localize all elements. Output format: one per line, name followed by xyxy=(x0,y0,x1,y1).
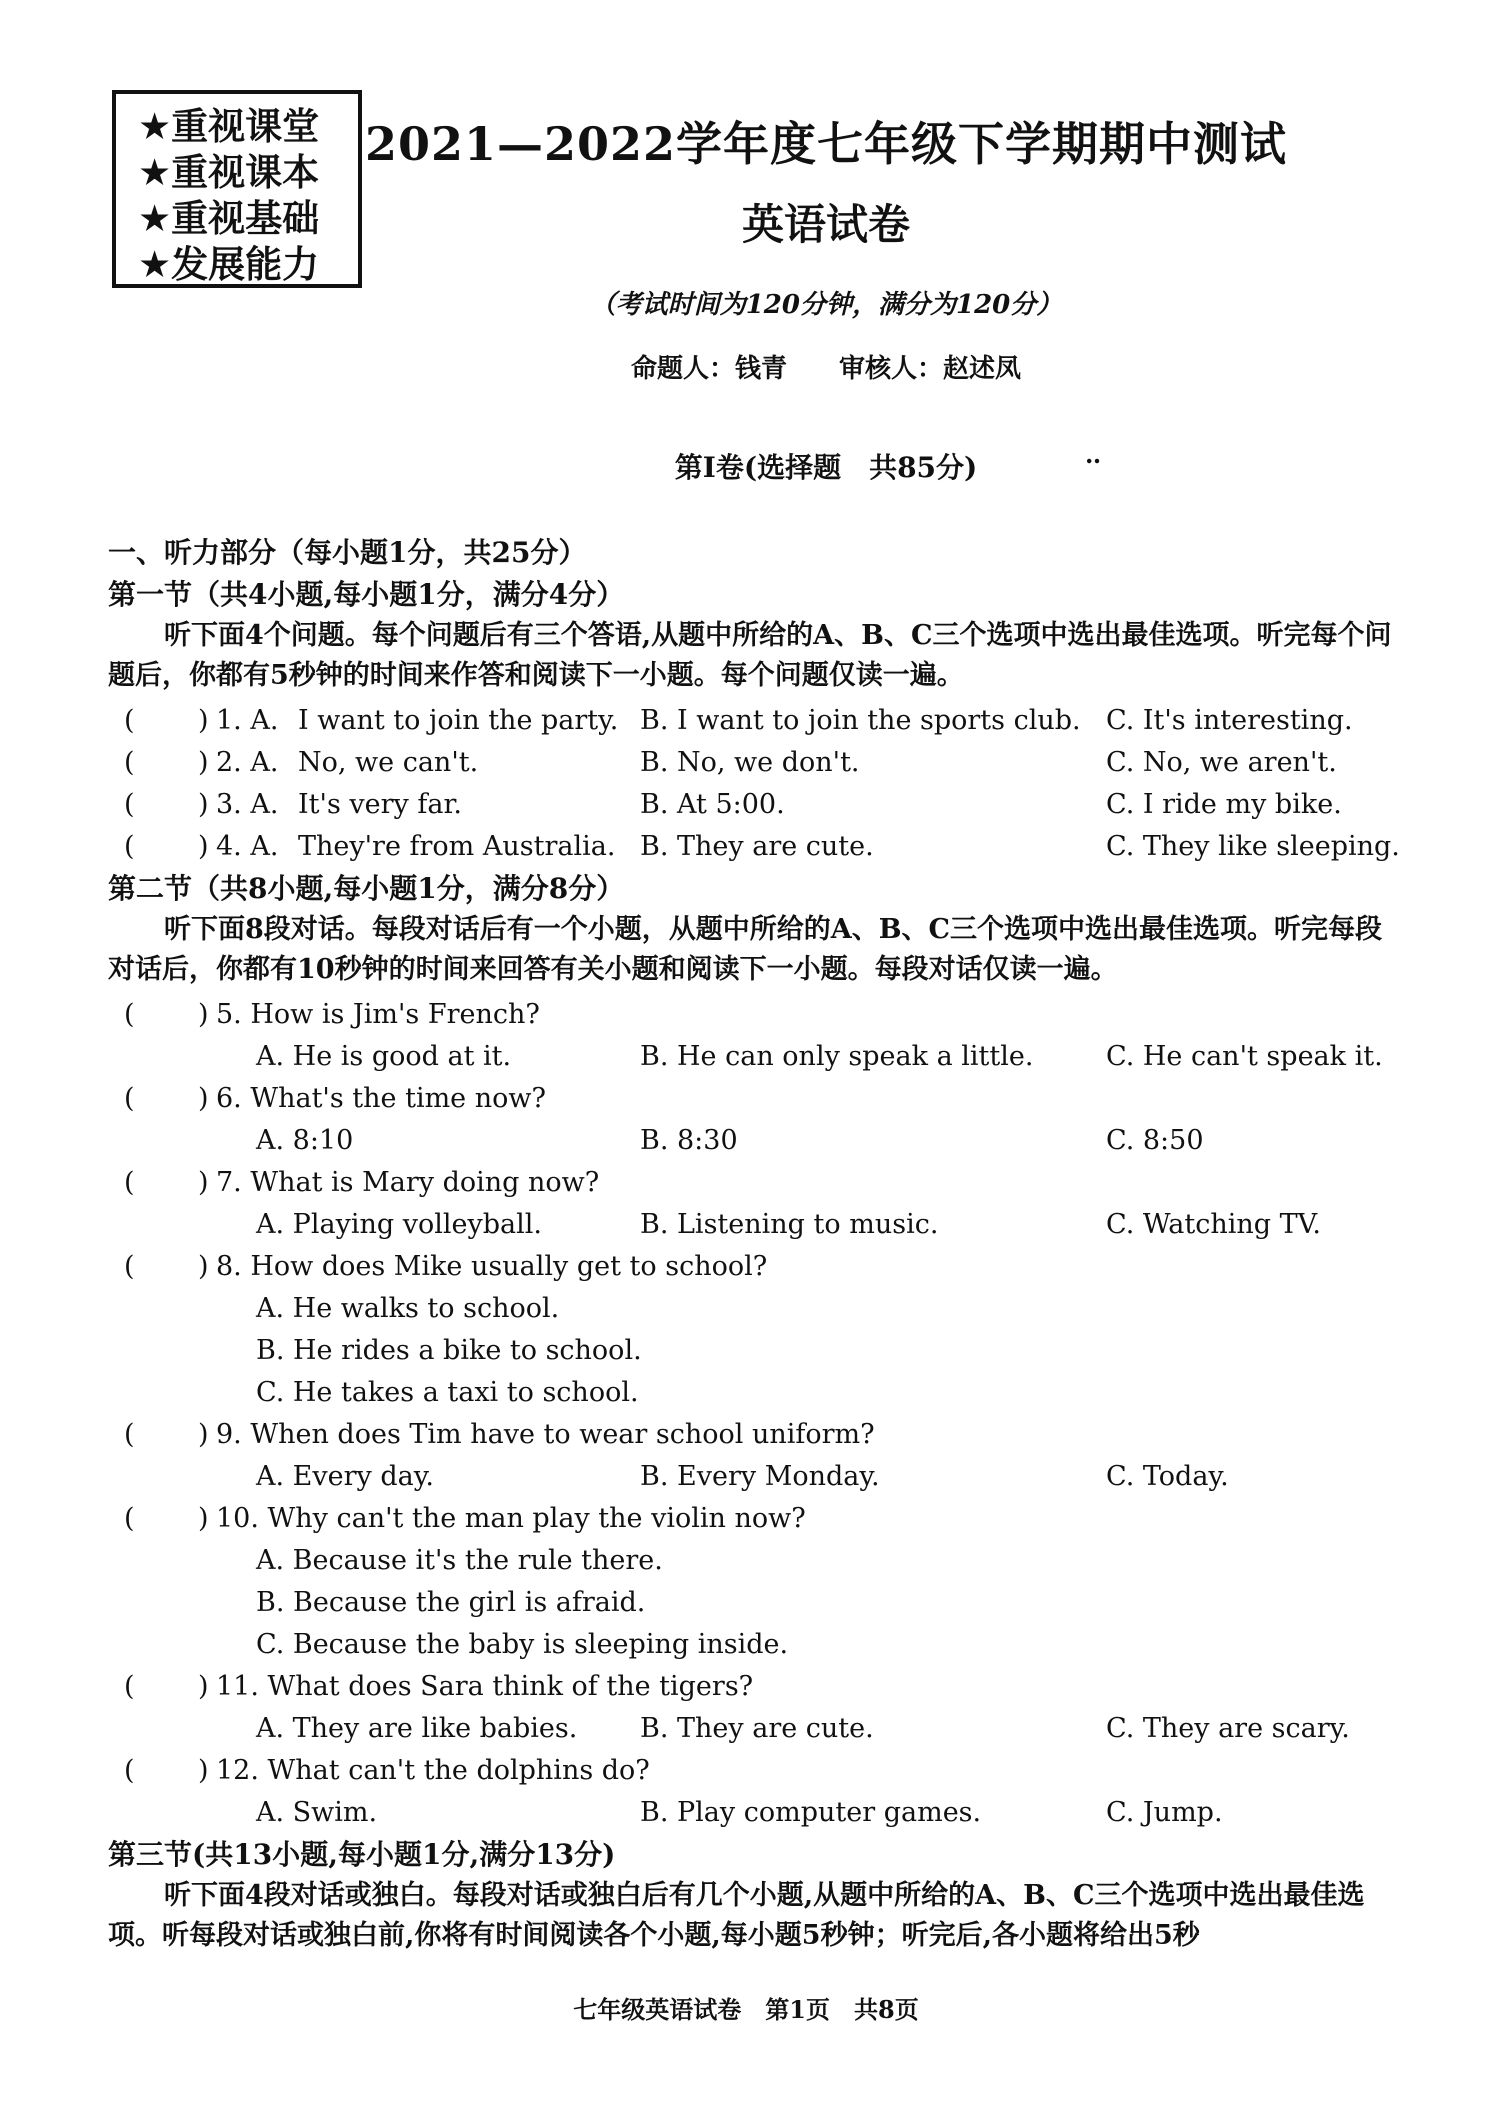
option-b: B. He rides a bike to school. xyxy=(256,1335,642,1366)
question-number: 2. A. xyxy=(216,747,279,778)
option-c: C. He can't speak it. xyxy=(1106,1041,1383,1072)
options-row xyxy=(108,1582,1408,1624)
slogan-line: ★发展能力 xyxy=(138,243,320,286)
option-b: B. Listening to music. xyxy=(640,1209,939,1240)
question-text: 11. What does Sara think of the tigers? xyxy=(216,1671,754,1702)
option-b: B. They are cute. xyxy=(640,1713,874,1744)
options-row xyxy=(108,1792,1408,1834)
option-c: C. Because the baby is sleeping inside. xyxy=(256,1629,789,1660)
options-row xyxy=(108,1120,1408,1162)
question-row xyxy=(108,700,1408,742)
question-text: 8. How does Mike usually get to school? xyxy=(216,1251,768,1282)
exam-content xyxy=(108,532,1408,1960)
section-instructions: 听下面4个问题。每个问题后有三个答语,从题中所给的A、B、C三个选项中选出最佳选项。听完每个问题后，你都有5秒钟的时间来作答和阅读下一小题。每个问题仅读一遍。 xyxy=(108,620,1392,691)
answer-paren-close: ) xyxy=(198,747,209,778)
option-a: A. He is good at it. xyxy=(256,1041,512,1072)
option-a: A. Playing volleyball. xyxy=(256,1209,542,1240)
question-text: 7. What is Mary doing now? xyxy=(216,1167,600,1198)
option-b: B. 8:30 xyxy=(640,1125,738,1156)
option-b: B. Play computer games. xyxy=(640,1797,982,1828)
question-row xyxy=(108,1666,1408,1708)
question-row xyxy=(108,1078,1408,1120)
options-row xyxy=(108,1372,1408,1414)
section-heading: 第二节（共8小题,每小题1分，满分8分） xyxy=(108,872,625,905)
answer-paren-open: ( xyxy=(124,1419,135,1450)
answer-paren-close: ) xyxy=(198,1251,209,1282)
question-row xyxy=(108,1162,1408,1204)
option-a: A. 8:10 xyxy=(256,1125,354,1156)
option-b: B. Every Monday. xyxy=(640,1461,880,1492)
option-b: B. Because the girl is afraid. xyxy=(256,1587,646,1618)
section-instructions: 听下面4段对话或独白。每段对话或独白后有几个小题,从题中所给的A、B、C三个选项中选出最佳选项。听每段对话或独白前,你将有时间阅读各个小题,每小题5秒钟；听完后,各小题将给出5秒 xyxy=(108,1880,1365,1951)
option-a: A. He walks to school. xyxy=(256,1293,560,1324)
exam-subtitle: 英语试卷 xyxy=(741,200,910,249)
exam-authors: 命题人：钱青 审核人：赵述凤 xyxy=(630,354,1021,384)
section-instructions: 听下面8段对话。每段对话后有一个小题，从题中所给的A、B、C三个选项中选出最佳选项。听完每段对话后，你都有10秒钟的时间来回答有关小题和阅读下一小题。每段对话仅读一遍。 xyxy=(108,914,1383,985)
question-number: 3. A. xyxy=(216,789,279,820)
option-c: C. They are scary. xyxy=(1106,1713,1350,1744)
question-text: 5. How is Jim's French? xyxy=(216,999,540,1030)
answer-paren-open: ( xyxy=(124,1671,135,1702)
option-a: I want to join the party. xyxy=(298,705,619,736)
question-number: 1. A. xyxy=(216,705,279,736)
answer-paren-open: ( xyxy=(124,1503,135,1534)
slogan-line: ★重视课堂 xyxy=(138,105,320,148)
stray-marks: ‥ xyxy=(1085,440,1102,469)
slogan-line: ★重视基础 xyxy=(138,197,320,240)
slogan-line: ★重视课本 xyxy=(138,151,320,194)
answer-paren-close: ) xyxy=(198,789,209,820)
option-b: B. I want to join the sports club. xyxy=(640,705,1081,736)
answer-paren-open: ( xyxy=(124,705,135,736)
option-c: C. He takes a taxi to school. xyxy=(256,1377,639,1408)
option-c: C. I ride my bike. xyxy=(1106,789,1342,820)
option-c: C. No, we aren't. xyxy=(1106,747,1337,778)
options-row xyxy=(108,1540,1408,1582)
answer-paren-open: ( xyxy=(124,747,135,778)
answer-paren-open: ( xyxy=(124,1755,135,1786)
question-text: 12. What can't the dolphins do? xyxy=(216,1755,650,1786)
answer-paren-close: ) xyxy=(198,1503,209,1534)
options-row xyxy=(108,1708,1408,1750)
question-text: 6. What's the time now? xyxy=(216,1083,546,1114)
options-row xyxy=(108,1624,1408,1666)
options-row xyxy=(108,1036,1408,1078)
option-c: C. 8:50 xyxy=(1106,1125,1204,1156)
option-a: A. They are like babies. xyxy=(256,1713,578,1744)
answer-paren-open: ( xyxy=(124,999,135,1030)
answer-paren-open: ( xyxy=(124,1167,135,1198)
option-a: A. Every day. xyxy=(256,1461,434,1492)
question-row xyxy=(108,784,1408,826)
question-text: 9. When does Tim have to wear school uniform? xyxy=(216,1419,875,1450)
question-number: 4. A. xyxy=(216,831,279,862)
answer-paren-open: ( xyxy=(124,1083,135,1114)
answer-paren-close: ) xyxy=(198,1671,209,1702)
answer-paren-close: ) xyxy=(198,1167,209,1198)
question-row xyxy=(108,826,1408,868)
answer-paren-close: ) xyxy=(198,999,209,1030)
part-heading: 一、听力部分（每小题1分，共25分） xyxy=(108,536,587,569)
answer-paren-close: ) xyxy=(198,831,209,862)
answer-paren-open: ( xyxy=(124,1251,135,1282)
answer-paren-close: ) xyxy=(198,1083,209,1114)
option-c: C. Jump. xyxy=(1106,1797,1223,1828)
question-row xyxy=(108,1414,1408,1456)
option-c: C. Watching TV. xyxy=(1106,1209,1321,1240)
option-a: No, we can't. xyxy=(298,747,479,778)
exam-title: 2021—2022学年度七年级下学期期中测试 xyxy=(364,117,1288,171)
answer-paren-close: ) xyxy=(198,1755,209,1786)
option-a: A. Because it's the rule there. xyxy=(256,1545,663,1576)
option-c: C. Today. xyxy=(1106,1461,1229,1492)
answer-paren-close: ) xyxy=(198,1419,209,1450)
options-row xyxy=(108,1288,1408,1330)
option-b: B. They are cute. xyxy=(640,831,874,862)
option-b: B. No, we don't. xyxy=(640,747,860,778)
section-heading: 第一节（共4小题,每小题1分，满分4分） xyxy=(108,578,625,611)
exam-info: （考试时间为120分钟，满分为120分） xyxy=(589,290,1063,320)
volume-heading: 第Ⅰ卷(选择题 共85分) xyxy=(674,451,978,484)
option-a: It's very far. xyxy=(298,789,462,820)
option-b: B. He can only speak a little. xyxy=(640,1041,1034,1072)
option-b: B. At 5:00. xyxy=(640,789,785,820)
option-a: They're from Australia. xyxy=(298,831,616,862)
question-row xyxy=(108,1246,1408,1288)
question-row xyxy=(108,1750,1408,1792)
question-row xyxy=(108,994,1408,1036)
answer-paren-open: ( xyxy=(124,831,135,862)
option-c: C. It's interesting. xyxy=(1106,705,1353,736)
page-footer: 七年级英语试卷 第1页 共8页 xyxy=(573,1995,919,2024)
answer-paren-open: ( xyxy=(124,789,135,820)
options-row xyxy=(108,1330,1408,1372)
question-row xyxy=(108,742,1408,784)
question-row xyxy=(108,1498,1408,1540)
question-text: 10. Why can't the man play the violin now? xyxy=(216,1503,806,1534)
options-row xyxy=(108,1456,1408,1498)
options-row xyxy=(108,1204,1408,1246)
option-c: C. They like sleeping. xyxy=(1106,831,1400,862)
option-a: A. Swim. xyxy=(256,1797,378,1828)
section-heading: 第三节(共13小题,每小题1分,满分13分) xyxy=(108,1838,616,1871)
answer-paren-close: ) xyxy=(198,705,209,736)
